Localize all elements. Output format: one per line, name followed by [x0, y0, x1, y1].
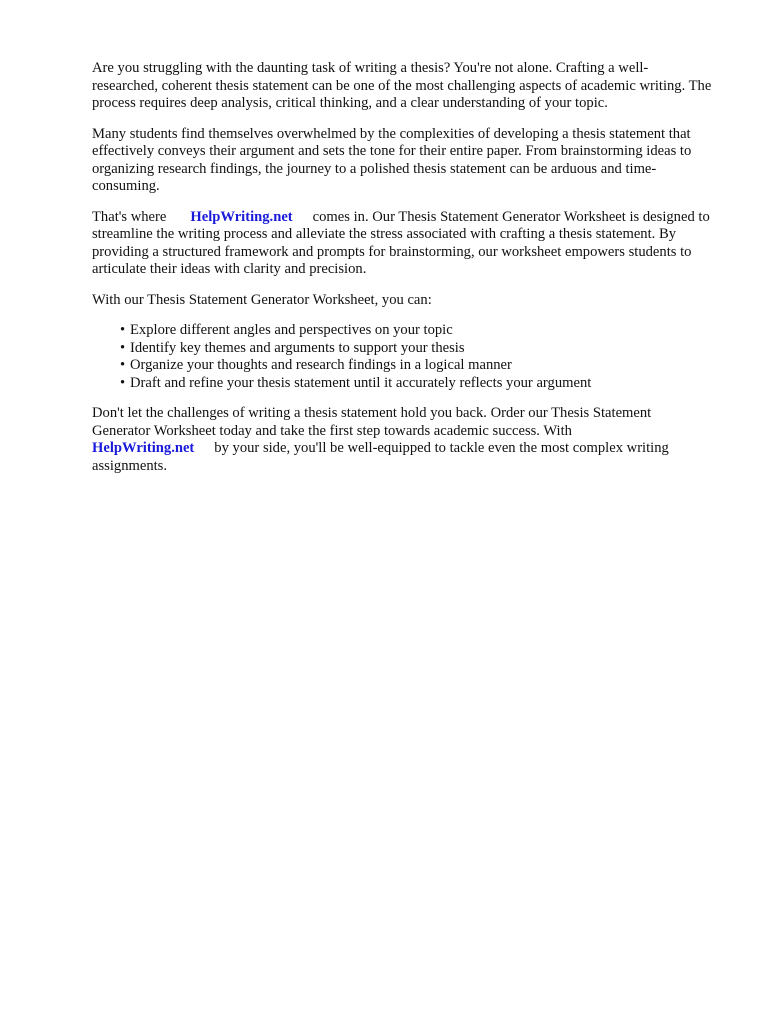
list-item — [120, 375, 712, 393]
bullet-icon: • — [120, 322, 126, 338]
benefits-list — [92, 322, 712, 392]
helpwriting-link[interactable]: HelpWriting.net — [190, 208, 293, 225]
document-body — [92, 60, 712, 488]
helpwriting-link-closing[interactable]: HelpWriting.net — [92, 440, 195, 456]
paragraph-closing — [92, 405, 712, 475]
paragraph-closing-rest: by your side, you'll be well-equipped to tackle even the most complex writing assignments. — [92, 440, 669, 474]
paragraph-intro: Are you struggling with the daunting task of writing a thesis? You're not alone. Crafting a well-researched, coherent thesis statement can be one of the most challenging aspects of academic writing. The process requires deep analysis, critical thinking, and a clear understanding of your topic. — [92, 60, 712, 111]
list-item — [120, 357, 712, 375]
bullet-icon: • — [120, 374, 126, 391]
list-item-text: Organize your thoughts and research findings in a logical manner — [130, 357, 512, 373]
paragraph-closing-lead: Don't let the challenges of writing a thesis statement hold you back. Order our Thesis Statement Generator Worksheet today and take the first step towards academic success. With — [92, 405, 652, 439]
list-item-text: Identify key themes and arguments to support your thesis — [130, 339, 465, 356]
list-item — [120, 322, 712, 340]
paragraph-helpwriting — [92, 209, 712, 279]
list-item-text: Draft and refine your thesis statement until it accurately reflects your argument — [130, 374, 592, 391]
list-item-text: Explore different angles and perspectives on your topic — [130, 322, 453, 338]
paragraph-list-intro: With our Thesis Statement Generator Worksheet, you can: — [92, 291, 432, 308]
paragraph-helpwriting-rest: comes in. Our Thesis Statement Generator Worksheet is designed to streamline the writing process and alleviate the stress associated with crafting a thesis statement. By providing a structured framework and prompts for brainstorming, our worksheet empowers students to articulate their ideas with clarity and precision. — [92, 208, 710, 277]
paragraph-overwhelmed: Many students find themselves overwhelmed by the complexities of developing a thesis statement that effectively conveys their argument and sets the tone for their entire paper. From brainstorming ideas to organizing research findings, the journey to a polished thesis statement can be arduous and time-consuming. — [92, 125, 692, 194]
bullet-icon: • — [120, 357, 126, 373]
paragraph-helpwriting-lead: That's where — [92, 208, 167, 225]
bullet-icon: • — [120, 339, 126, 356]
list-item — [120, 340, 712, 358]
